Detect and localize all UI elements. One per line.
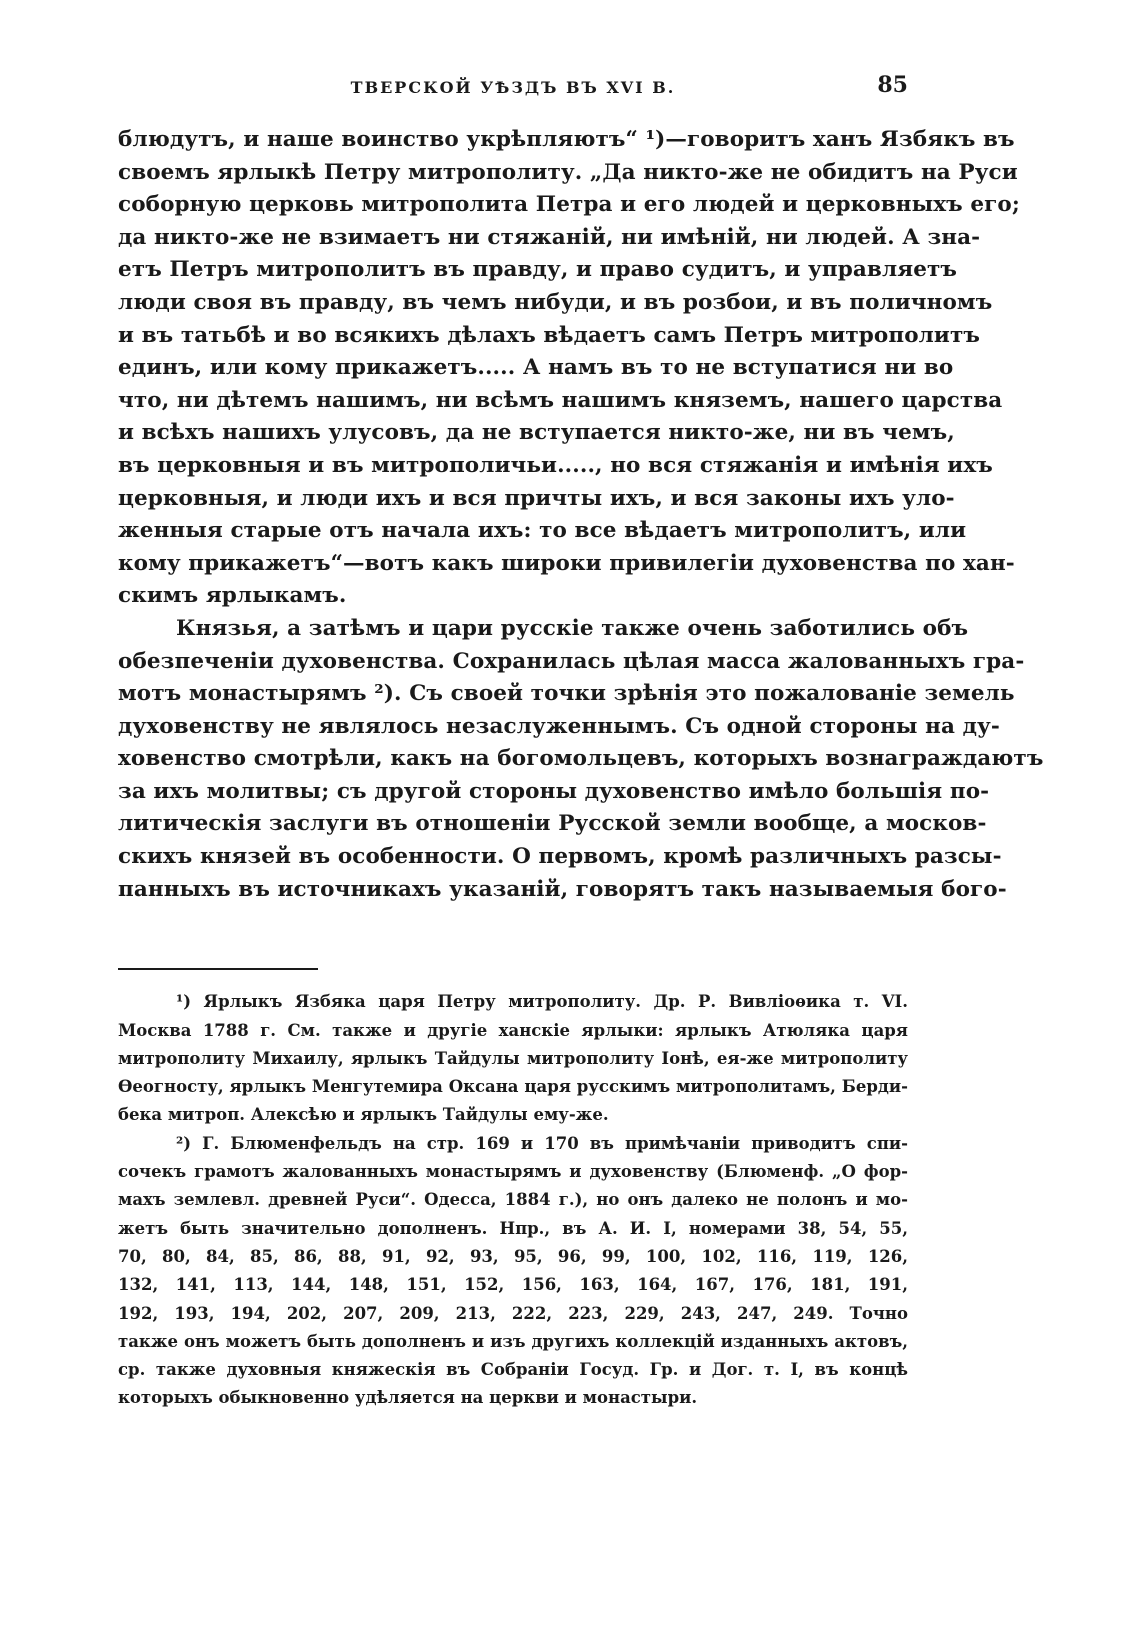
text-line: да никто-же не взимаетъ ни стяжаній, ни имѣній, ни людей. А зна- bbox=[118, 224, 981, 250]
text-line: люди своя въ правду, въ чемъ нибуди, и въ розбои, и въ поличномъ bbox=[118, 289, 993, 315]
footnote-line: ¹) Ярлыкъ Язбяка царя Петру митрополиту. Др. Р. Вивліоѳика т. VI. bbox=[176, 992, 908, 1012]
text-line: за ихъ молитвы; съ другой стороны духовенство имѣло большія по- bbox=[118, 778, 990, 804]
text-line: кому прикажетъ“—вотъ какъ широки привилегіи духовенства по хан- bbox=[118, 550, 1015, 576]
footnote-line: которыхъ обыкновенно удѣляется на церкви и монастыри. bbox=[118, 1388, 698, 1408]
text-line: духовенству не являлось незаслуженнымъ. Съ одной стороны на ду- bbox=[118, 713, 1000, 739]
main-text bbox=[118, 124, 1044, 906]
text-line: и въ татьбѣ и во всякихъ дѣлахъ вѣдаетъ самъ Петръ митрополитъ bbox=[118, 322, 980, 348]
page-header bbox=[118, 70, 908, 110]
text-line: скимъ ярлыкамъ. bbox=[118, 583, 347, 609]
page-number: 85 bbox=[877, 72, 908, 98]
footnote-line: 132, 141, 113, 144, 148, 151, 152, 156, 163, 164, 167, 176, 181, 191, bbox=[118, 1275, 908, 1295]
footnote-line: сочекъ грамотъ жалованныхъ монастырямъ и духовенству (Блюменф. „О фор- bbox=[118, 1162, 908, 1182]
footnote-divider bbox=[118, 968, 318, 970]
footnote-line: также онъ можетъ быть дополненъ и изъ другихъ коллекцій изданныхъ актовъ, bbox=[118, 1331, 908, 1351]
footnote-line: 192, 193, 194, 202, 207, 209, 213, 222, 223, 229, 243, 247, 249. Точно bbox=[118, 1303, 908, 1323]
footnote-line: махъ землевл. древней Руси“. Одесса, 1884 г.), но онъ далеко не полонъ и мо- bbox=[118, 1190, 908, 1210]
text-line: въ церковныя и въ митрополичьи....., но вся стяжанія и имѣнія ихъ bbox=[118, 452, 993, 478]
footnote-line: ²) Г. Блюменфельдъ на стр. 169 и 170 въ примѣчаніи приводитъ спи- bbox=[176, 1133, 908, 1153]
text-line: литическія заслуги въ отношеніи Русской земли вообще, а москов- bbox=[118, 811, 987, 837]
text-line: ховенство смотрѣли, какъ на богомольцевъ, которыхъ вознаграждаютъ bbox=[118, 746, 1044, 772]
text-line: Князья, а затѣмъ и цари русскіе также очень заботились объ bbox=[176, 615, 969, 641]
footnote-line: 70, 80, 84, 85, 86, 88, 91, 92, 93, 95, 96, 99, 100, 102, 116, 119, 126, bbox=[118, 1246, 908, 1266]
text-line: мотъ монастырямъ ²). Съ своей точки зрѣнія это пожалованіе земель bbox=[118, 681, 1015, 707]
text-line: етъ Петръ митрополитъ въ правду, и право судитъ, и управляетъ bbox=[118, 257, 957, 283]
footnotes bbox=[118, 988, 908, 1412]
footnote-line: Ѳеогносту, ярлыкъ Менгутемира Оксана царя русскимъ митрополитамъ, Берди- bbox=[118, 1077, 908, 1097]
footnote-line: митрополиту Михаилу, ярлыкъ Тайдулы митрополиту Іонѣ, ея-же митрополиту bbox=[118, 1048, 908, 1068]
footnote-line: бека митроп. Алексѣю и ярлыкъ Тайдулы ему-же. bbox=[118, 1105, 609, 1125]
text-line: своемъ ярлыкѣ Петру митрополиту. „Да никто-же не обидитъ на Руси bbox=[118, 159, 1018, 185]
text-line: церковныя, и люди ихъ и вся причты ихъ, и вся законы ихъ уло- bbox=[118, 485, 955, 511]
running-title: ТВЕРСКОЙ УѢЗДЪ ВЪ XVI В. bbox=[350, 78, 676, 97]
text-line: единъ, или кому прикажетъ..... А намъ въ то не вступатися ни во bbox=[118, 355, 954, 381]
footnote-line: Москва 1788 г. См. также и другіе ханскіе ярлыки: ярлыкъ Атюляка царя bbox=[118, 1020, 908, 1040]
text-line: соборную церковь митрополита Петра и его людей и церковныхъ его; bbox=[118, 192, 1020, 218]
text-line: и всѣхъ нашихъ улусовъ, да не вступается никто-же, ни въ чемъ, bbox=[118, 420, 955, 446]
book-page bbox=[118, 70, 1044, 1413]
footnote-line: ср. также духовныя княжескія въ Собраніи Госуд. Гр. и Дог. т. I, въ концѣ bbox=[118, 1360, 908, 1380]
text-line: женныя старые отъ начала ихъ: то все вѣдаетъ митрополитъ, или bbox=[118, 518, 967, 544]
footnote-line: жетъ быть значительно дополненъ. Нпр., въ А. И. I, номерами 38, 54, 55, bbox=[118, 1218, 908, 1238]
text-line: что, ни дѣтемъ нашимъ, ни всѣмъ нашимъ княземъ, нашего царства bbox=[118, 387, 1003, 413]
text-line: обезпеченіи духовенства. Сохранилась цѣлая масса жалованныхъ гра- bbox=[118, 648, 1025, 674]
text-line: панныхъ въ источникахъ указаній, говорятъ такъ называемыя бого- bbox=[118, 876, 1007, 902]
text-line: блюдутъ, и наше воинство укрѣпляютъ“ ¹)—говоритъ ханъ Язбякъ въ bbox=[118, 127, 1015, 152]
text-line: скихъ князей въ особенности. О первомъ, кромѣ различныхъ разсы- bbox=[118, 844, 1002, 870]
